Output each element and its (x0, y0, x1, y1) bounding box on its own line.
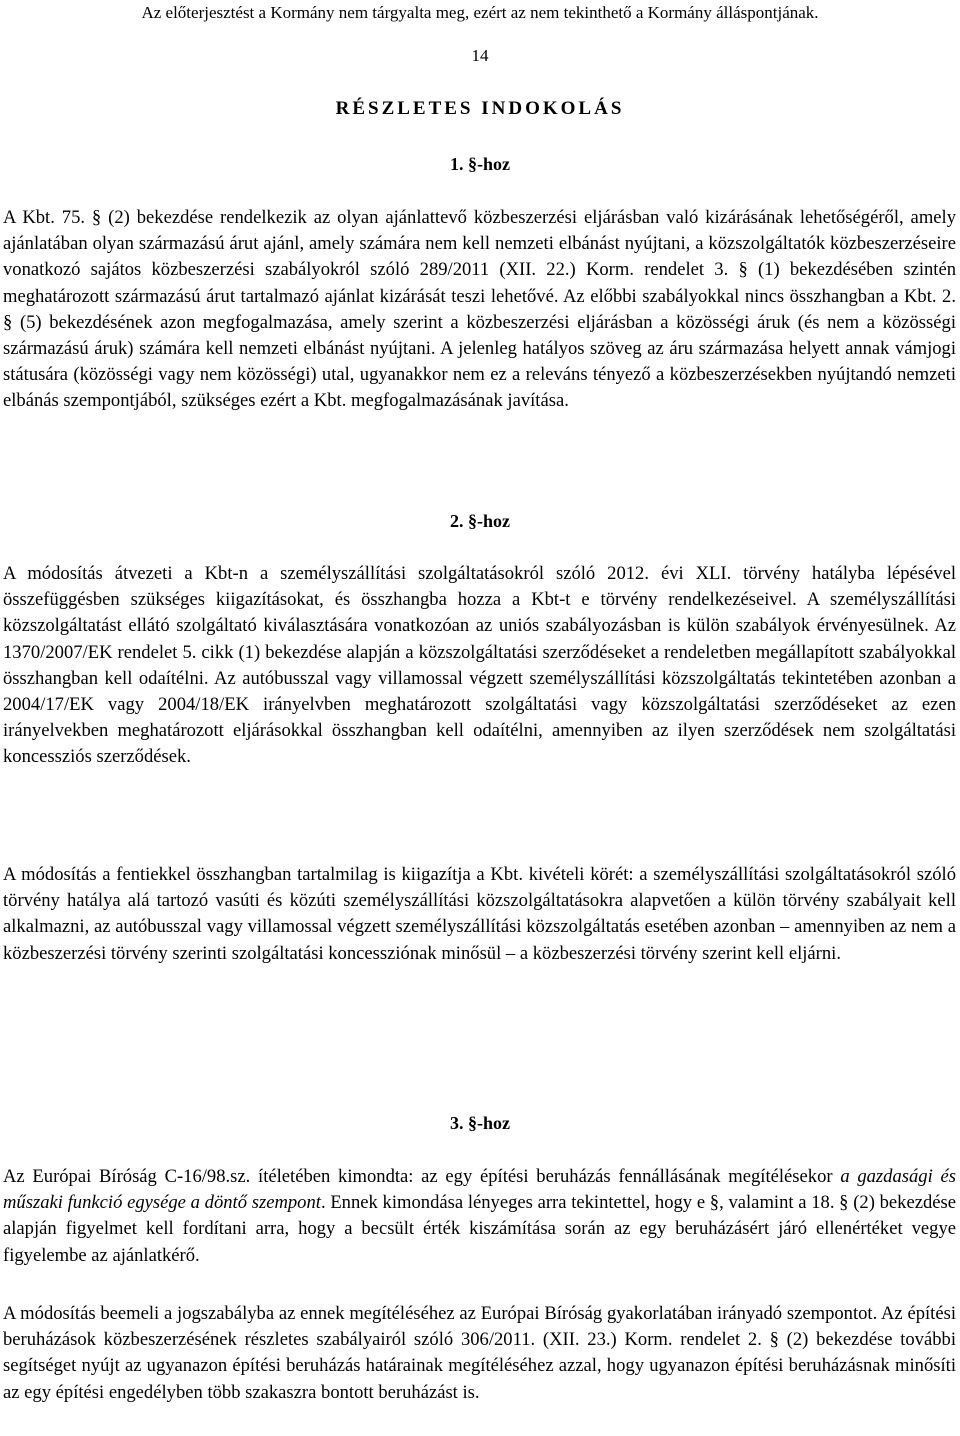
section-3-emphasis: a gazdasági és műszaki funkció egysége a döntő szempont (3, 1166, 956, 1214)
section-3-paragraph-1-end: . Ennek kimondása lényeges arra tekintettel, hogy e §, valamint a 18. § (2) bekezdése alapján figyelmet kell fordítani arra, hogy a becsült érték kiszámítása során az egy beruházásért járó ellenértéket vegye figyelembe az ajánlatkérő. (3, 1192, 956, 1266)
section-2-paragraph-1: A módosítás átvezeti a Kbt-n a személyszállítási szolgáltatásokról szóló 2012. évi XLI. törvény hatályba lépésével összefüggésben szükséges kiigazításokat, és összhangba hozza a Kbt-t e törvény rendelkezéseivel. A személyszállítási közszolgáltatást ellátó szolgáltató kiválasztására vonatkozóan az uniós szabályozásban is külön szabályok érvényesülnek. Az 1370/2007/EK rendelet 5. cikk (1) bekezdése alapján a közszolgáltatási szerződéseket a rendeletben megállapított szabályokkal összhangban kell odaítélni. Az autóbusszal vagy villamossal végzett személyszállítási közszolgáltatás tekintetében azonban a 2004/17/EK vagy 2004/18/EK irányelvben meghatározott szolgáltatási vagy közszolgáltatási szerződéseket az ezen irányelvekben meghatározott eljárásokkal összhangban kell odaítélni, amennyiben az ilyen szerződések nem szolgáltatási koncessziós szerződések. (3, 563, 956, 768)
section-3-heading: 3. §-hoz (450, 1113, 510, 1133)
section-1-paragraph: A Kbt. 75. § (2) bekezdése rendelkezik az olyan ajánlattevő közbeszerzési eljárásban való kizárásának lehetőségéről, amely ajánlatában olyan származású árut ajánl, amely számára nem kell nemzeti elbánást nyújtani, a közszolgáltatók közbeszerzéseire vonatkozó sajátos közbeszerzési szabályokról szóló 289/2011 (XII. 22.) Korm. rendelet 3. § (1) bekezdésében szintén meghatározott származású árut tartalmazó ajánlat kizárását teszi lehetővé. Az előbbi szabályokkal nincs összhangban a Kbt. 2. § (5) bekezdésének azon megfogalmazása, amely szerint a közbeszerzési eljárásban a közösségi áruk (és nem a közösségi származású áruk) számára kell nemzeti elbánást nyújtani. A jelenleg hatályos szöveg az áru származása helyett annak vámjogi státusára (közösségi vagy nem közösségi) utal, ugyanakkor nem ez a releváns tényező a közbeszerzésekben nyújtandó nemzeti elbánás szempontjából, szükséges ezért a Kbt. megfogalmazásának javítása. (3, 207, 956, 412)
header-notice: Az előterjesztést a Kormány nem tárgyalta meg, ezért az nem tekinthető a Kormány álláspontjának. (141, 3, 819, 22)
section-2-heading: 2. §-hoz (450, 511, 510, 531)
section-3-paragraph-1-start: Az Európai Bíróság C-16/98.sz. ítéletében kimondta: az egy építési beruházás fennállásának megítélésekor (3, 1166, 841, 1187)
section-3-paragraph-1 (3, 1164, 956, 1269)
section-1-heading: 1. §-hoz (450, 154, 510, 174)
section-2-paragraph-2: A módosítás a fentiekkel összhangban tartalmilag is kiigazítja a Kbt. kivételi körét: a személyszállítási szolgáltatásokról szóló törvény hatálya alá tartozó vasúti és közúti személyszállítási közszolgáltatásokra alapvetően a külön törvény szabályait kell alkalmazni, az autóbusszal vagy villamossal végzett személyszállítási közszolgáltatás esetében azonban – amennyiben az nem a közbeszerzési törvény szerinti szolgáltatási koncessziónak minősül – a közbeszerzési törvény szerint kell eljárni. (3, 864, 956, 964)
page-title: RÉSZLETES INDOKOLÁS (335, 98, 625, 119)
section-3-paragraph-2: A módosítás beemeli a jogszabályba az ennek megítéléséhez az Európai Bíróság gyakorlatában irányadó szempontot. Az építési beruházások közbeszerzésének részletes szabályairól szóló 306/2011. (XII. 23.) Korm. rendelet 2. § (2) bekezdése további segítséget nyújt az ugyanazon építési beruházás határainak megítéléséhez azzal, hogy ugyanazon építési beruházásnak minősíti az egy építési engedélyben több szakaszra bontott beruházást is. (3, 1303, 956, 1403)
page-number: 14 (471, 46, 489, 65)
